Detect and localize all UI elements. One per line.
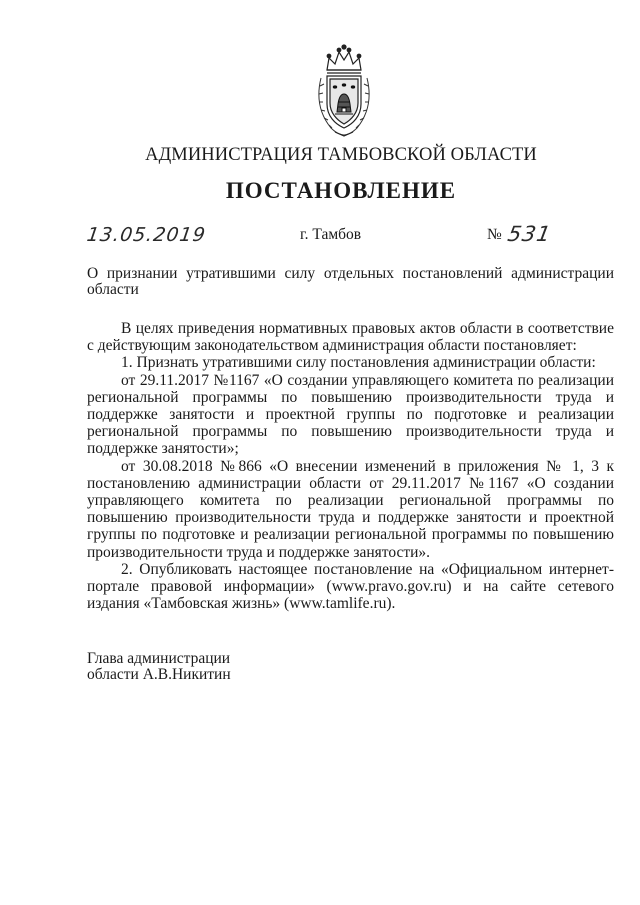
signature-name: области А.В.Никитин <box>87 666 231 683</box>
tambov-coat-of-arms-icon <box>315 42 373 138</box>
organization-name: АДМИНИСТРАЦИЯ ТАМБОВСКОЙ ОБЛАСТИ <box>145 145 537 165</box>
document-city: г. Тамбов <box>300 226 362 243</box>
document-subject: О признании утратившими силу отдельных постановлений администрации области <box>87 265 614 298</box>
document-date: 13.05.2019 <box>85 224 208 246</box>
document-type-title: ПОСТАНОВЛЕНИЕ <box>225 178 457 203</box>
signature-block <box>87 651 231 683</box>
body-paragraph-repealed-act-1: от 29.11.2017 №1167 «О создании управляющего комитета по реализации региональной программы по повышению производительности труда и поддержке занятости и проектной группы по подготовке и реализации региональной программы по повышению производительности труда и поддержке занятости»; <box>87 371 614 458</box>
body-paragraph-repealed-act-2: от 30.08.2018 №866 «О внесении изменений в приложения № 1, 3 к постановлению администрации области от 29.11.2017 №1167 «О создании управляющего комитета по реализации региональной программы по повышению производительности труда и поддержке занятости и проектной группы по подготовке и реализации региональной программы по повышению производительности труда и поддержке занятости». <box>87 457 614 561</box>
body-paragraph-item-1: 1. Признать утратившими силу постановления администрации области: <box>121 354 596 372</box>
document-meta-row <box>0 222 640 250</box>
signature-title: Глава администрации <box>87 650 231 667</box>
document-body <box>87 320 614 612</box>
document-number-value: 531 <box>505 222 554 246</box>
body-paragraph-preamble: В целях приведения нормативных правовых актов области в соответствие с действующим законодательством администрация области постановляет: <box>87 320 614 355</box>
document-number-label: № <box>487 226 502 243</box>
body-paragraph-item-2: 2. Опубликовать настоящее постановление на «Официальном интернет-портале правовой информации» (www.pravo.gov.ru) и на сайте сетевого издания «Тамбовская жизнь» (www.tamlife.ru). <box>87 560 614 613</box>
